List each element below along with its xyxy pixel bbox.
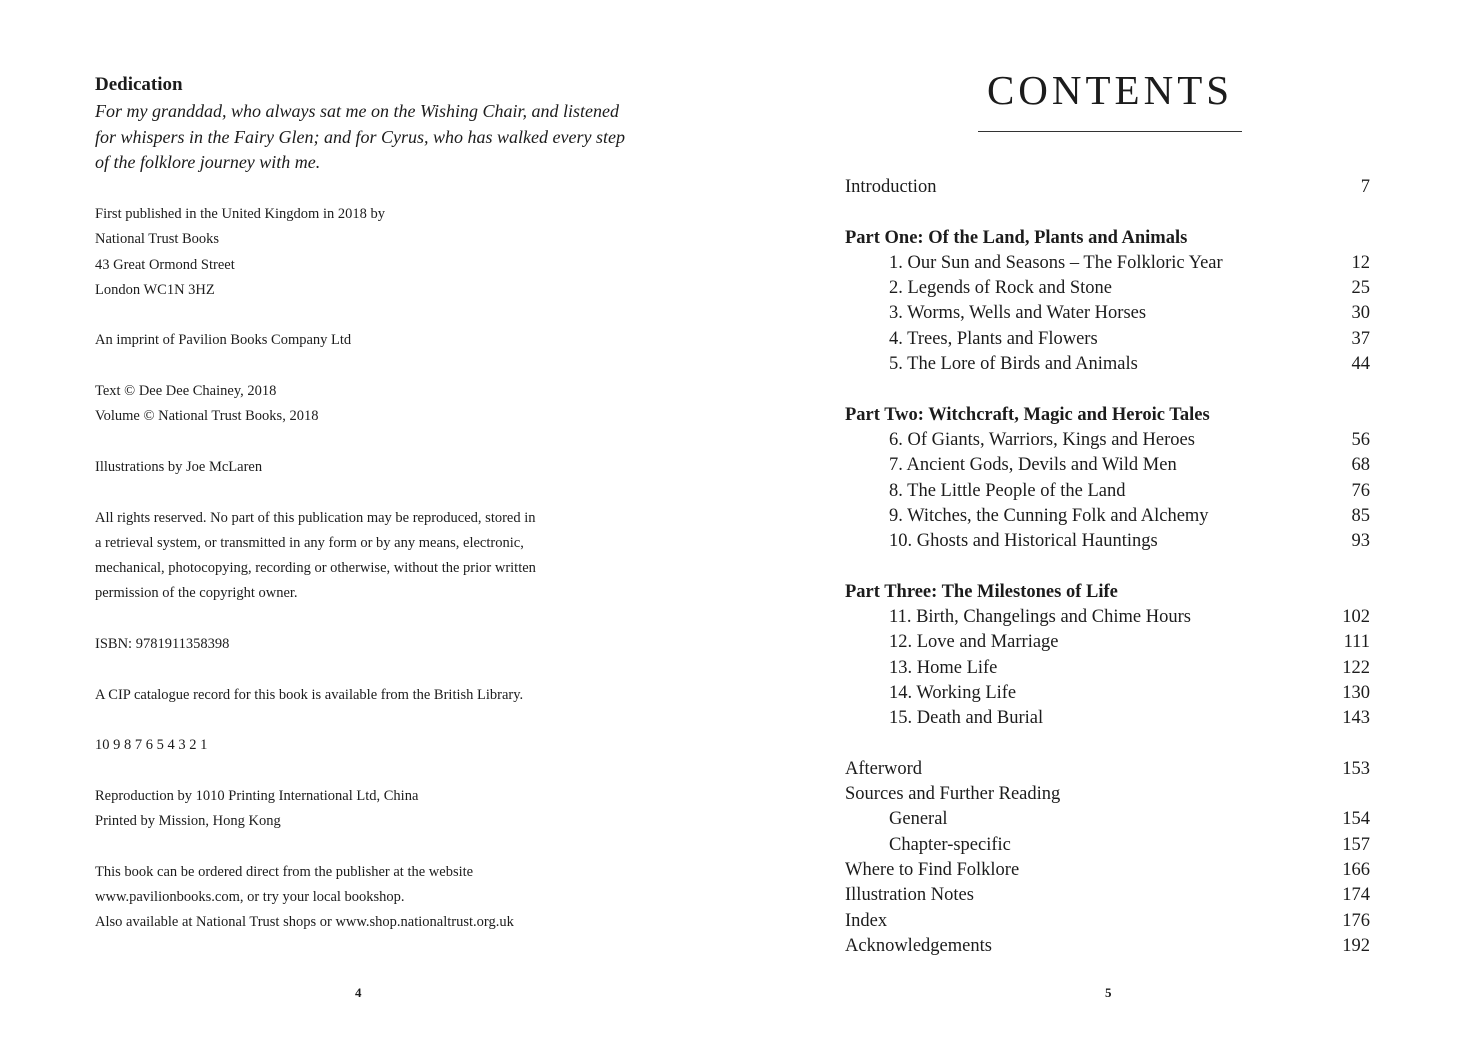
imprint-line: Printed by Mission, Hong Kong: [95, 813, 281, 830]
imprint-line: All rights reserved. No part of this publication may be reproduced, stored in: [95, 509, 536, 526]
imprint-line: a retrieval system, or transmitted in any form or by any means, electronic,: [95, 534, 524, 551]
toc-entry-page: 93: [1351, 531, 1370, 552]
toc-entry-label: 5. The Lore of Birds and Animals: [889, 354, 1138, 375]
toc-entry-label: Part Two: Witchcraft, Magic and Heroic Tales: [845, 404, 1210, 425]
toc-entry-page: 30: [1351, 303, 1370, 324]
toc-entry-label: 15. Death and Burial: [889, 708, 1044, 729]
toc-spacer: [845, 554, 1370, 579]
toc-entry-page: 130: [1342, 682, 1370, 703]
imprint-line: National Trust Books: [95, 231, 220, 248]
dedication-line: of the folklore journey with me.: [95, 152, 321, 172]
toc-entry: [845, 301, 1370, 326]
imprint-line: First published in the United Kingdom in 2018 by: [95, 206, 385, 222]
page-number-left: 4: [355, 985, 362, 1000]
imprint-line: An imprint of Pavilion Books Company Ltd: [95, 332, 352, 349]
imprint-block: [95, 202, 536, 936]
imprint-line: mechanical, photocopying, recording or otherwise, without the prior written: [95, 560, 536, 577]
toc-entry-page: 56: [1351, 429, 1370, 450]
toc-entry: [845, 453, 1370, 478]
imprint-line: London WC1N 3HZ: [95, 281, 215, 298]
toc-entry-page: 192: [1342, 935, 1370, 956]
toc-entry-page: 174: [1342, 885, 1370, 906]
toc-entry-page: 37: [1351, 328, 1370, 349]
toc-entry-label: 1. Our Sun and Seasons – The Folkloric Year: [889, 252, 1223, 273]
toc-entry-label: Part Three: The Milestones of Life: [845, 581, 1118, 602]
toc-entry: [845, 529, 1370, 554]
toc-entry-label: 8. The Little People of the Land: [889, 480, 1126, 501]
toc-part-heading: [845, 580, 1370, 605]
toc-entry: [845, 327, 1370, 352]
toc-entry-label: 6. Of Giants, Warriors, Kings and Heroes: [889, 429, 1195, 450]
toc-entry-label: Chapter-specific: [889, 834, 1011, 855]
page-number-right: 5: [1105, 985, 1112, 1000]
imprint-spacer: [95, 480, 536, 505]
toc-entry: [845, 807, 1370, 832]
imprint-line: A CIP catalogue record for this book is available from the British Library.: [95, 686, 524, 703]
toc-entry-label: Acknowledgements: [845, 935, 992, 956]
imprint-line: Text © Dee Dee Chainey, 2018: [95, 383, 277, 400]
imprint-line: www.pavilionbooks.com, or try your local bookshop.: [95, 889, 405, 906]
toc-entry-page: 153: [1342, 758, 1370, 779]
toc-entry-page: 176: [1342, 910, 1370, 931]
toc-entry-label: 14. Working Life: [889, 682, 1017, 703]
toc-entry-label: Where to Find Folklore: [845, 860, 1020, 881]
toc-spacer: [845, 732, 1370, 757]
imprint-line: Also available at National Trust shops or www.shop.nationaltrust.org.uk: [95, 914, 514, 931]
toc-entry-label: Part One: Of the Land, Plants and Animals: [845, 227, 1188, 248]
toc-entry-page: 157: [1342, 834, 1370, 855]
toc-entry: [845, 352, 1370, 377]
toc-entry-label: 10. Ghosts and Historical Hauntings: [889, 531, 1158, 552]
title-rule: [978, 131, 1242, 132]
toc-entry-label: Introduction: [845, 177, 937, 197]
toc-entry: [845, 883, 1370, 908]
toc-entry: [845, 630, 1370, 655]
toc-entry-page: 12: [1351, 252, 1370, 273]
imprint-line: Reproduction by 1010 Printing International Ltd, China: [95, 787, 419, 804]
imprint-spacer: [95, 354, 536, 379]
toc-part-heading: [845, 226, 1370, 251]
imprint-spacer: [95, 303, 536, 328]
toc-entry-page: 122: [1342, 657, 1370, 678]
toc-entry: [845, 858, 1370, 883]
toc-entry: [845, 706, 1370, 731]
toc-entry-page: 154: [1342, 809, 1370, 830]
imprint-line: Volume © National Trust Books, 2018: [95, 408, 319, 425]
toc-entry-page: 44: [1351, 354, 1370, 375]
toc-entry: [845, 833, 1370, 858]
toc-entry: [845, 757, 1370, 782]
toc-entry-label: 12. Love and Marriage: [889, 632, 1059, 653]
toc-entry-label: 9. Witches, the Cunning Folk and Alchemy: [889, 505, 1209, 526]
toc-entry-label: 3. Worms, Wells and Water Horses: [889, 303, 1147, 324]
toc-entry-page: 25: [1351, 278, 1370, 299]
toc-entry: [845, 681, 1370, 706]
toc-entry-page: 111: [1343, 632, 1370, 653]
dedication-heading: Dedication: [95, 74, 183, 95]
toc-entry: [845, 428, 1370, 453]
toc-entry-label: Index: [845, 910, 888, 931]
imprint-line: ISBN: 9781911358398: [95, 636, 230, 653]
toc-entry-label: Illustration Notes: [845, 885, 974, 906]
imprint-line: 43 Great Ormond Street: [95, 256, 235, 273]
right-page: [735, 0, 1470, 1039]
imprint-spacer: [95, 834, 536, 859]
table-of-contents: [845, 175, 1370, 959]
contents-title: CONTENTS: [986, 67, 1234, 113]
imprint-line: This book can be ordered direct from the publisher at the website: [95, 863, 474, 880]
toc-entry-label: Afterword: [845, 758, 923, 779]
toc-spacer: [845, 200, 1370, 225]
toc-entry-label: 11. Birth, Changelings and Chime Hours: [889, 607, 1191, 628]
imprint-spacer: [95, 430, 536, 455]
toc-entry-page: 143: [1342, 708, 1370, 729]
toc-entry: [845, 909, 1370, 934]
toc-entry-page: 7: [1360, 177, 1370, 197]
toc-spacer: [845, 377, 1370, 402]
toc-entry-page: 68: [1351, 455, 1370, 476]
toc-entry: [845, 175, 1370, 200]
toc-entry-label: 13. Home Life: [889, 657, 998, 678]
toc-entry: [845, 276, 1370, 301]
toc-entry: [845, 251, 1370, 276]
dedication-text: [95, 99, 655, 176]
toc-entry-page: 102: [1342, 607, 1370, 628]
dedication-line: For my granddad, who always sat me on the Wishing Chair, and listened: [95, 101, 619, 121]
dedication-line: for whispers in the Fairy Glen; and for Cyrus, who has walked every step: [95, 126, 625, 147]
toc-entry: [845, 934, 1370, 959]
toc-entry-page: 76: [1351, 480, 1370, 501]
toc-entry: [845, 504, 1370, 529]
toc-entry-label: 7. Ancient Gods, Devils and Wild Men: [889, 455, 1177, 476]
toc-entry-label: Sources and Further Reading: [845, 784, 1061, 805]
toc-part-heading: [845, 403, 1370, 428]
toc-entry-label: General: [889, 809, 948, 830]
toc-entry-page: 166: [1342, 860, 1370, 881]
imprint-line: permission of the copyright owner.: [95, 585, 298, 602]
toc-entry-label: 2. Legends of Rock and Stone: [889, 278, 1112, 299]
imprint-line: 10 9 8 7 6 5 4 3 2 1: [95, 737, 208, 754]
imprint-spacer: [95, 607, 536, 632]
toc-entry: [845, 782, 1370, 807]
toc-entry-label: 4. Trees, Plants and Flowers: [889, 328, 1098, 349]
imprint-spacer: [95, 759, 536, 784]
toc-entry: [845, 479, 1370, 504]
toc-entry: [845, 656, 1370, 681]
toc-entry-page: 85: [1351, 505, 1370, 526]
toc-entry: [845, 605, 1370, 630]
imprint-spacer: [95, 657, 536, 682]
imprint-spacer: [95, 708, 536, 733]
imprint-line: Illustrations by Joe McLaren: [95, 458, 263, 475]
